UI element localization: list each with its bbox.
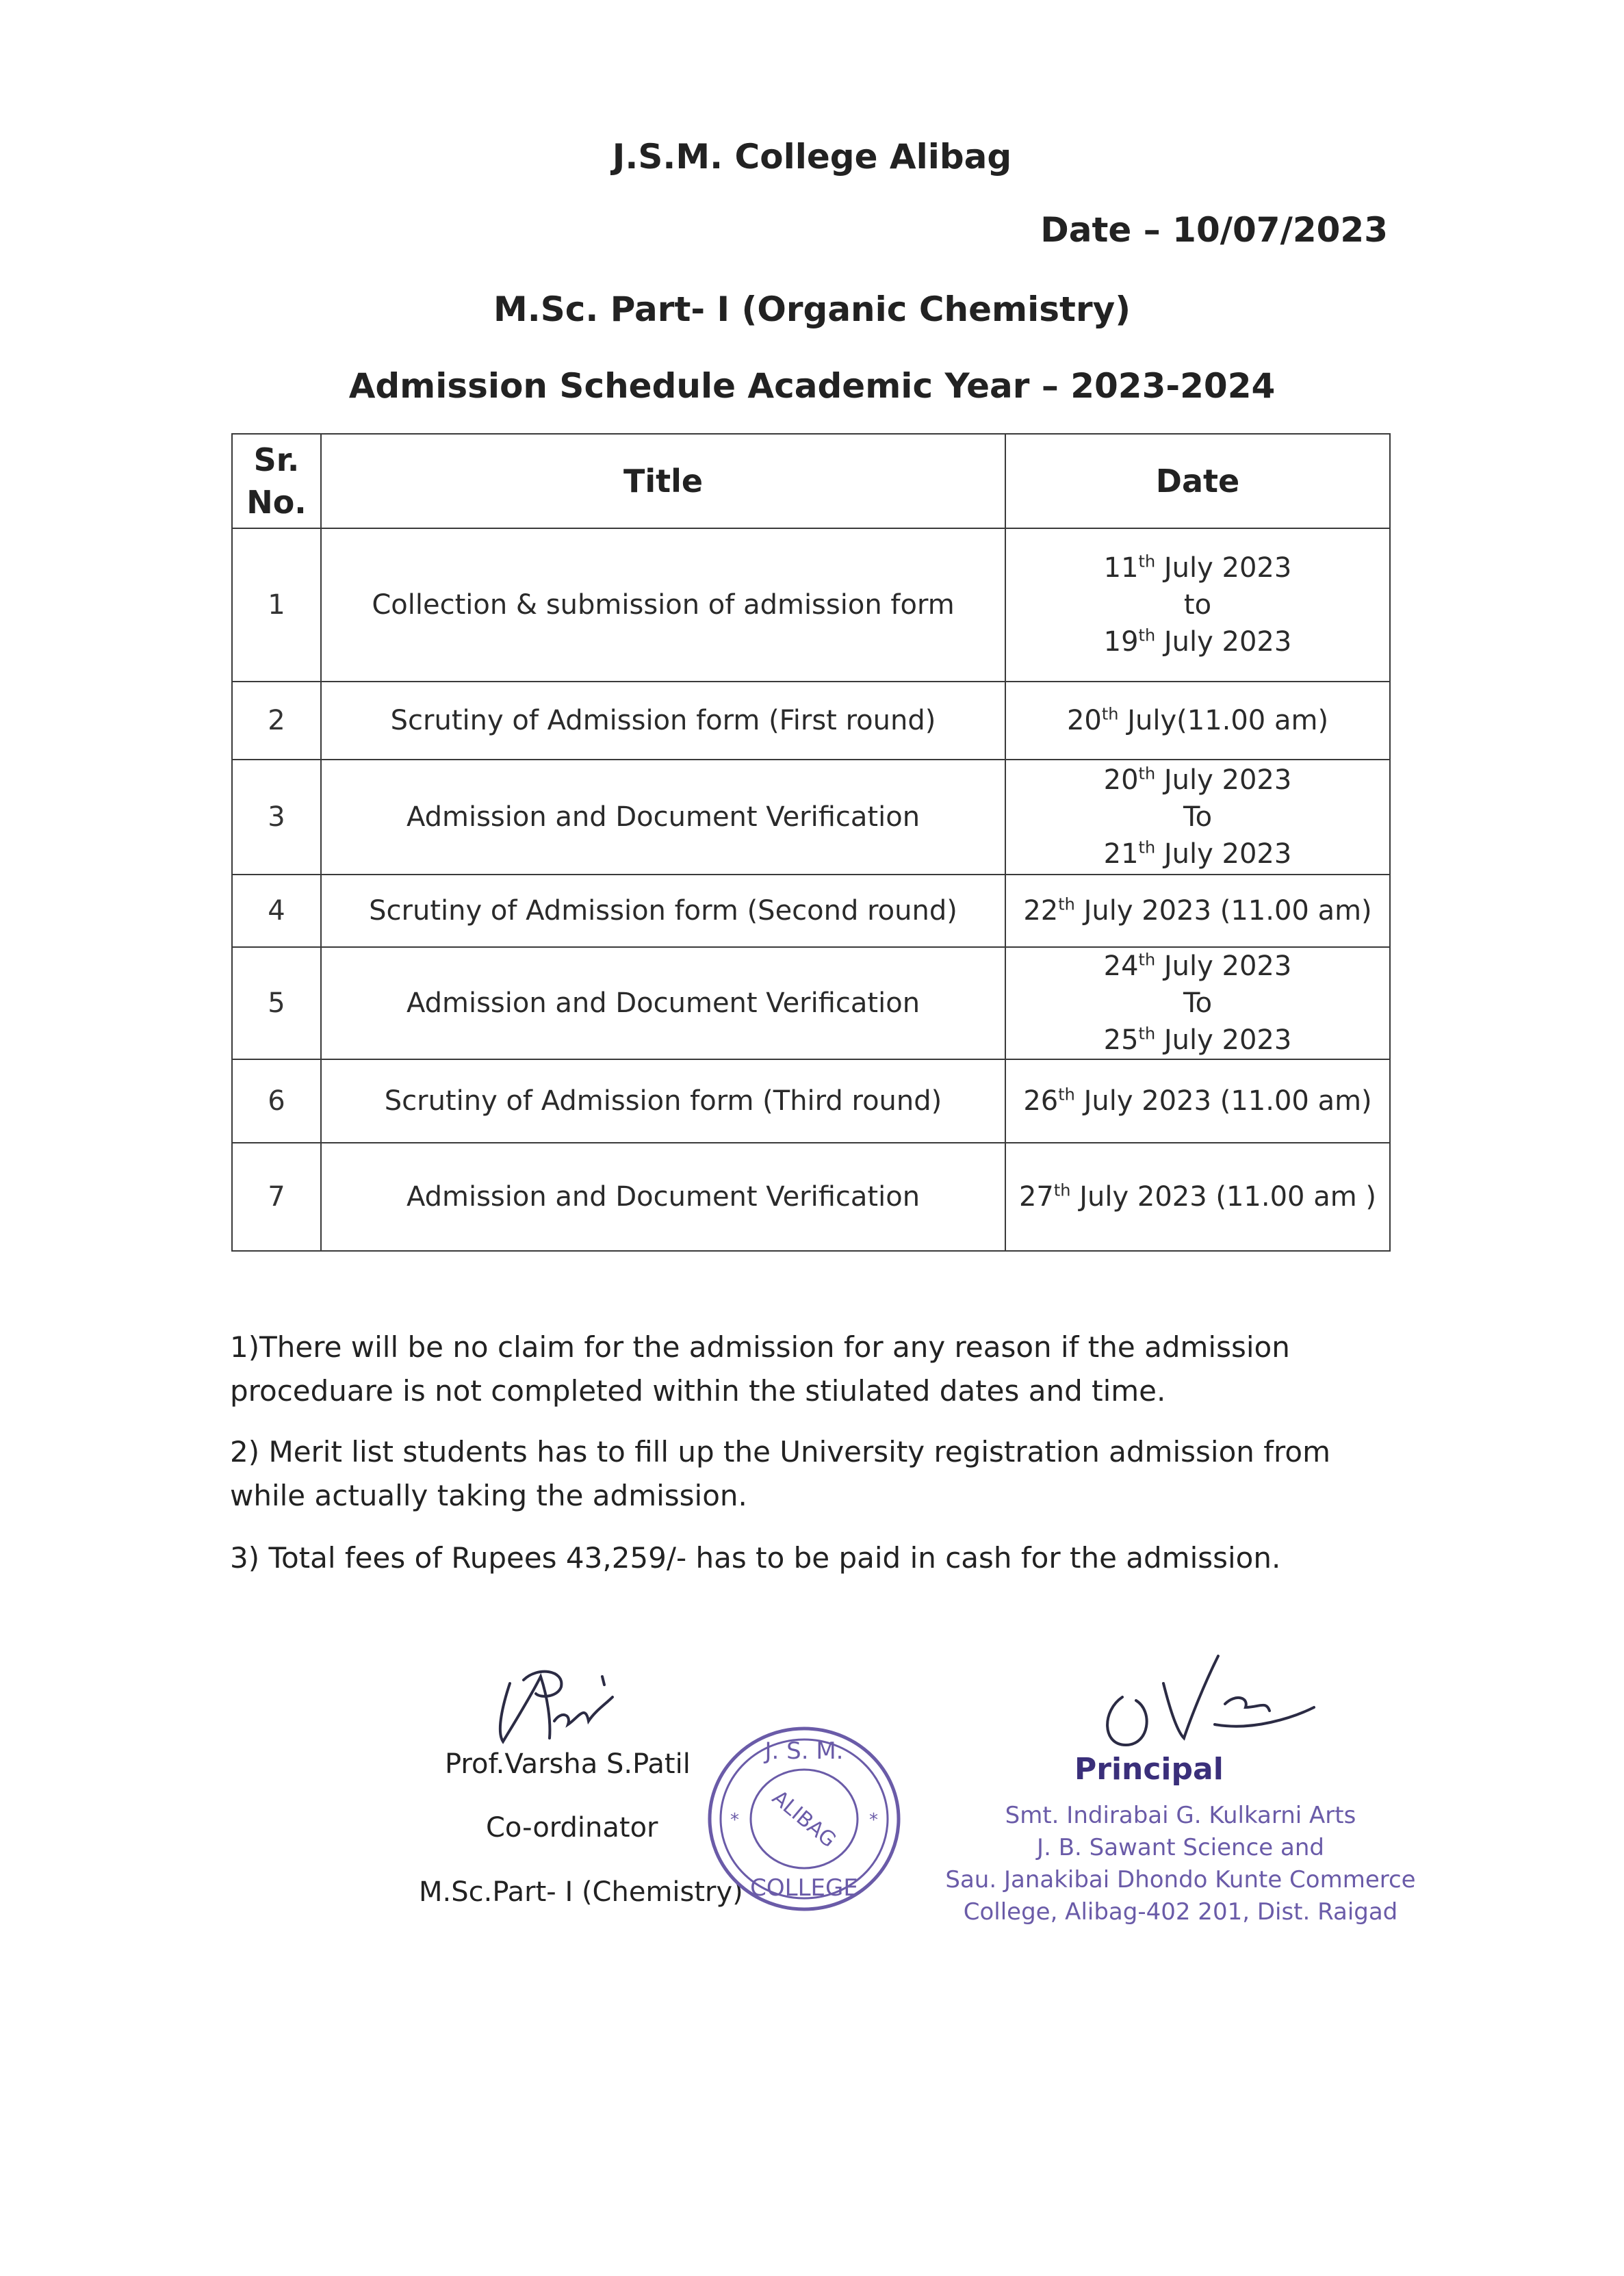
col-header-sr-line2: No.: [246, 484, 307, 521]
col-header-title: Title: [321, 434, 1005, 528]
date-suffix: th: [1138, 764, 1156, 784]
coordinator-name: Prof.Varsha S.Patil: [445, 1748, 691, 1780]
date-suffix: th: [1138, 1024, 1156, 1044]
date-to: [1010, 623, 1385, 660]
date-suffix: th: [1058, 894, 1075, 914]
college-seal: [701, 1716, 907, 1922]
cell-date: [1005, 947, 1390, 1059]
date-day: 19: [1103, 626, 1139, 658]
date-from: [1010, 948, 1385, 985]
table-row: [232, 682, 1390, 760]
cell-sr: 5: [232, 947, 321, 1059]
seal-top-text: J. S. M.: [764, 1737, 844, 1765]
cell-title: Scrutiny of Admission form (Second round): [321, 875, 1005, 947]
date-day: 27: [1018, 1181, 1054, 1213]
date-separator: To: [1183, 987, 1213, 1019]
college-name: J.S.M. College Alibag: [612, 137, 1012, 177]
cell-date: [1005, 528, 1390, 682]
date-separator: To: [1183, 801, 1213, 833]
date-rest: July 2023: [1155, 951, 1292, 982]
course-title: M.Sc. Part- I (Organic Chemistry): [493, 289, 1131, 329]
date-suffix: th: [1101, 704, 1119, 724]
seal-star-left: *: [730, 1810, 739, 1831]
notice-date: Date – 10/07/2023: [1040, 210, 1388, 250]
table-header-row: [232, 434, 1390, 528]
cell-title: Scrutiny of Admission form (Third round): [321, 1059, 1005, 1143]
date-rest: July 2023: [1155, 626, 1292, 658]
cell-title: Admission and Document Verification: [321, 760, 1005, 875]
date-rest: July 2023: [1155, 1024, 1292, 1056]
note-1: 1)There will be no claim for the admission for any reason if the admission proceduare is not completed within the stiulated dates and time.: [230, 1330, 1290, 1408]
principal-signature: [1088, 1642, 1335, 1759]
date-single: [1010, 702, 1385, 739]
seal-middle-text: ALIBAG: [767, 1785, 841, 1853]
cell-sr: 6: [232, 1059, 321, 1143]
principal-stamp-line-2: J. B. Sawant Science and: [1037, 1834, 1324, 1861]
date-suffix: th: [1058, 1085, 1075, 1104]
date-single: [1010, 1178, 1385, 1215]
date-suffix: th: [1138, 838, 1156, 857]
table-row: [232, 1143, 1390, 1251]
cell-date: [1005, 1143, 1390, 1251]
date-day: 25: [1103, 1024, 1139, 1056]
date-rest: July 2023: [1155, 838, 1292, 870]
cell-sr: 7: [232, 1143, 321, 1251]
date-day: 11: [1103, 552, 1139, 584]
date-single: [1010, 1083, 1385, 1120]
cell-date: [1005, 760, 1390, 875]
date-suffix: th: [1138, 552, 1156, 571]
date-suffix: th: [1053, 1180, 1071, 1200]
table-row: [232, 528, 1390, 682]
cell-sr: 1: [232, 528, 321, 682]
cell-sr: 3: [232, 760, 321, 875]
date-rest: July(11.00 am): [1118, 705, 1329, 736]
cell-title: Admission and Document Verification: [321, 1143, 1005, 1251]
date-suffix: th: [1138, 950, 1156, 970]
date-rest: July 2023 (11.00 am): [1074, 895, 1372, 927]
date-to: [1010, 1022, 1385, 1059]
cell-date: [1005, 875, 1390, 947]
table-row: [232, 760, 1390, 875]
date-suffix: th: [1138, 625, 1156, 645]
date-rest: July 2023: [1155, 552, 1292, 584]
principal-title: Principal: [1074, 1752, 1224, 1787]
admission-schedule-table: [231, 433, 1391, 1252]
coordinator-role: Co-ordinator: [486, 1812, 658, 1844]
date-from: [1010, 762, 1385, 799]
cell-title: Admission and Document Verification: [321, 947, 1005, 1059]
date-from: [1010, 549, 1385, 586]
table-row: [232, 875, 1390, 947]
date-day: 20: [1066, 705, 1102, 736]
note-2: 2) Merit list students has to fill up the University registration admission from while actually taking the admission.: [230, 1435, 1330, 1512]
table-row: [232, 947, 1390, 1059]
coordinator-department: M.Sc.Part- I (Chemistry): [419, 1876, 743, 1908]
col-header-date: Date: [1005, 434, 1390, 528]
date-day: 20: [1103, 764, 1139, 796]
principal-stamp-line-3: Sau. Janakibai Dhondo Kunte Commerce: [945, 1866, 1416, 1893]
table-row: [232, 1059, 1390, 1143]
cell-title: Scrutiny of Admission form (First round): [321, 682, 1005, 760]
date-rest: July 2023 (11.00 am ): [1070, 1181, 1377, 1213]
schedule-title: Admission Schedule Academic Year – 2023-2024: [348, 366, 1276, 406]
cell-title: Collection & submission of admission form: [321, 528, 1005, 682]
seal-bottom-text: COLLEGE: [750, 1874, 858, 1902]
date-day: 22: [1023, 895, 1059, 927]
cell-date: [1005, 682, 1390, 760]
date-rest: July 2023 (11.00 am): [1074, 1085, 1372, 1117]
note-3: 3) Total fees of Rupees 43,259/- has to be paid in cash for the admission.: [230, 1541, 1281, 1575]
date-day: 24: [1103, 951, 1139, 982]
cell-date: [1005, 1059, 1390, 1143]
cell-sr: 2: [232, 682, 321, 760]
date-separator: to: [1183, 589, 1212, 621]
seal-star-right: *: [869, 1810, 878, 1831]
date-day: 26: [1023, 1085, 1059, 1117]
coordinator-signature: [482, 1656, 633, 1759]
cell-sr: 4: [232, 875, 321, 947]
col-header-sr: [232, 434, 321, 528]
date-rest: July 2023: [1155, 764, 1292, 796]
principal-stamp-line-4: College, Alibag-402 201, Dist. Raigad: [963, 1898, 1398, 1926]
principal-stamp-line-1: Smt. Indirabai G. Kulkarni Arts: [1005, 1802, 1356, 1829]
col-header-sr-line1: Sr.: [253, 441, 300, 478]
date-to: [1010, 836, 1385, 872]
date-single: [1010, 892, 1385, 929]
date-day: 21: [1103, 838, 1139, 870]
